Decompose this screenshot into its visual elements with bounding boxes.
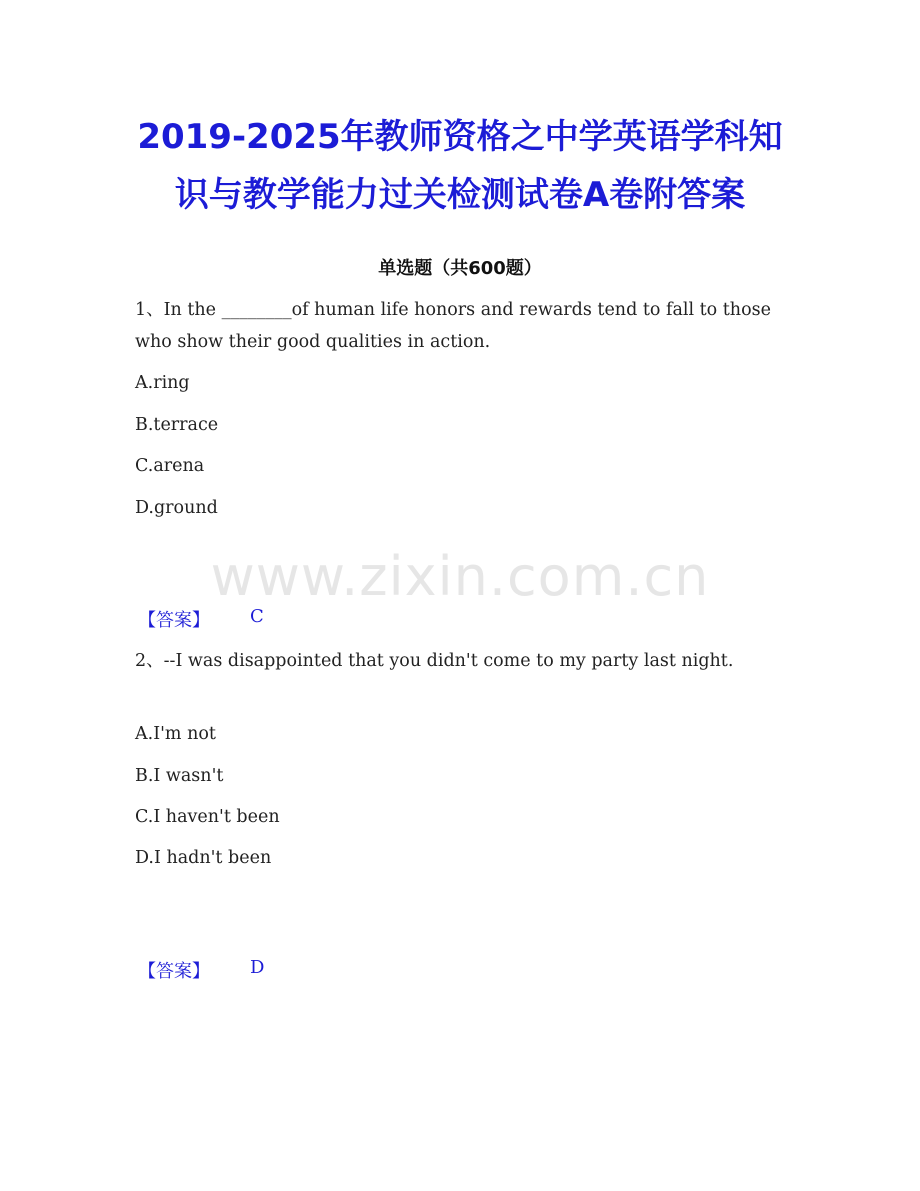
question-2-text: 2、--I was disappointed that you didn't come to my party last night. (135, 651, 734, 671)
question-1-option-a: A.ring (135, 373, 190, 393)
title-line-2: 识与教学能力过关检测试卷A卷附答案 (174, 175, 746, 215)
answer-label: 【答案】 (138, 961, 210, 982)
document-title (0, 108, 920, 224)
answer-value: D (250, 957, 265, 978)
answer-value: C (250, 606, 264, 627)
question-2-option-a: A.I'm not (135, 724, 216, 744)
section-heading: 单选题（共600题） (378, 258, 542, 279)
answer-label: 【答案】 (138, 610, 210, 631)
question-2-option-c: C.I haven't been (135, 807, 280, 827)
question-2-answer (138, 957, 265, 983)
question-1-option-d: D.ground (135, 498, 218, 518)
watermark: www.zixin.com.cn (210, 545, 710, 608)
question-1-option-b: B.terrace (135, 415, 219, 435)
question-1-text: 1、In the ________of human life honors and rewards tend to fall to those who show their good qualities in action. (135, 300, 771, 352)
question-2-option-b: B.I wasn't (135, 766, 224, 786)
question-1-option-c: C.arena (135, 456, 205, 476)
question-2-option-d: D.I hadn't been (135, 848, 272, 868)
title-line-1: 2019-2025年教师资格之中学英语学科知 (137, 117, 783, 157)
question-1-answer (138, 606, 264, 632)
